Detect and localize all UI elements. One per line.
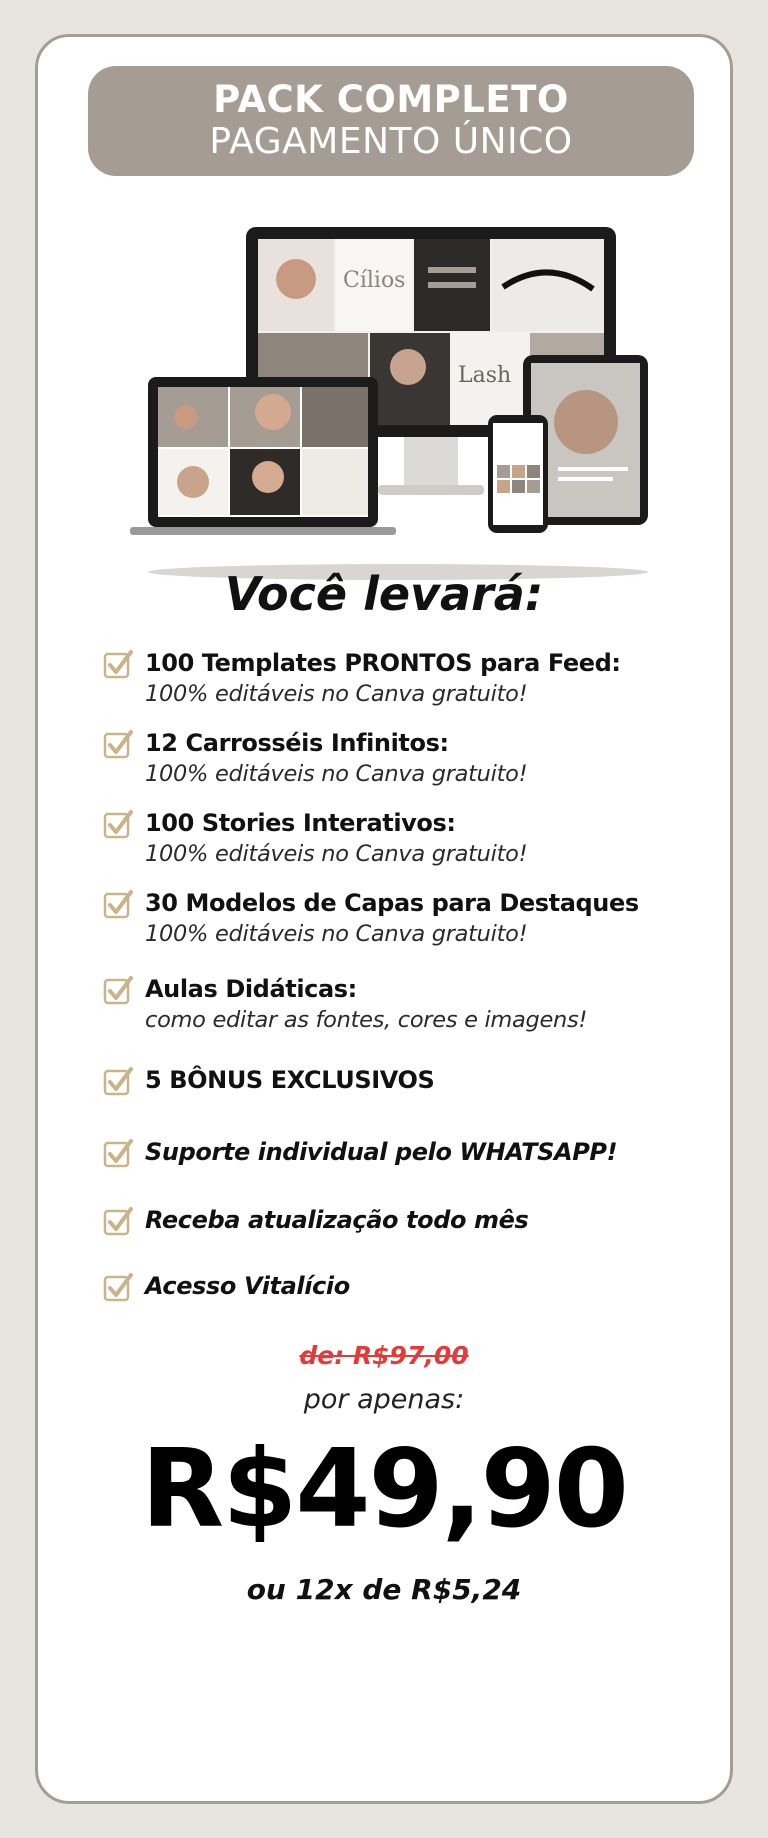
price: R$49,90 <box>141 1427 627 1552</box>
benefit-title: 30 Modelos de Capas para Destaques <box>145 889 639 917</box>
benefit-subtitle: 100% editáveis no Canva gratuito! <box>145 681 528 707</box>
checkbox-checked-icon <box>103 889 133 919</box>
checkbox-checked-icon <box>103 1272 133 1302</box>
benefit-title: 5 BÔNUS EXCLUSIVOS <box>145 1066 435 1094</box>
screen-text-lash: Lash <box>458 363 512 388</box>
benefit-title: Suporte individual pelo WHATSAPP! <box>145 1138 618 1166</box>
benefit-subtitle: como editar as fontes, cores e imagens! <box>145 1007 588 1033</box>
offer-header <box>88 66 694 176</box>
benefit-title: Aulas Didáticas: <box>145 975 357 1003</box>
devices-mockup-image <box>108 227 668 587</box>
checkbox-checked-icon <box>103 1206 133 1236</box>
price-intro: por apenas: <box>303 1384 465 1415</box>
header-title: PACK COMPLETO <box>213 78 569 121</box>
benefit-subtitle: 100% editáveis no Canva gratuito! <box>145 841 528 867</box>
old-price: de: R$97,00 <box>299 1341 469 1370</box>
benefits-title: Você levará: <box>224 567 544 621</box>
screen-text-cilios: Cílios <box>343 268 406 293</box>
checkbox-checked-icon <box>103 975 133 1005</box>
header-subtitle: PAGAMENTO ÚNICO <box>209 121 573 162</box>
benefit-title: Acesso Vitalício <box>145 1272 350 1300</box>
benefit-subtitle: 100% editáveis no Canva gratuito! <box>145 761 528 787</box>
benefit-title: 100 Templates PRONTOS para Feed: <box>145 649 621 677</box>
benefit-title: Receba atualização todo mês <box>145 1206 529 1234</box>
benefit-subtitle: 100% editáveis no Canva gratuito! <box>145 921 528 947</box>
checkbox-checked-icon <box>103 1066 133 1096</box>
checkbox-checked-icon <box>103 1138 133 1168</box>
checkbox-checked-icon <box>103 649 133 679</box>
benefit-title: 100 Stories Interativos: <box>145 809 456 837</box>
checkbox-checked-icon <box>103 729 133 759</box>
installments: ou 12x de R$5,24 <box>246 1573 522 1606</box>
checkbox-checked-icon <box>103 809 133 839</box>
offer-card <box>35 34 733 1804</box>
benefit-title: 12 Carrosséis Infinitos: <box>145 729 449 757</box>
